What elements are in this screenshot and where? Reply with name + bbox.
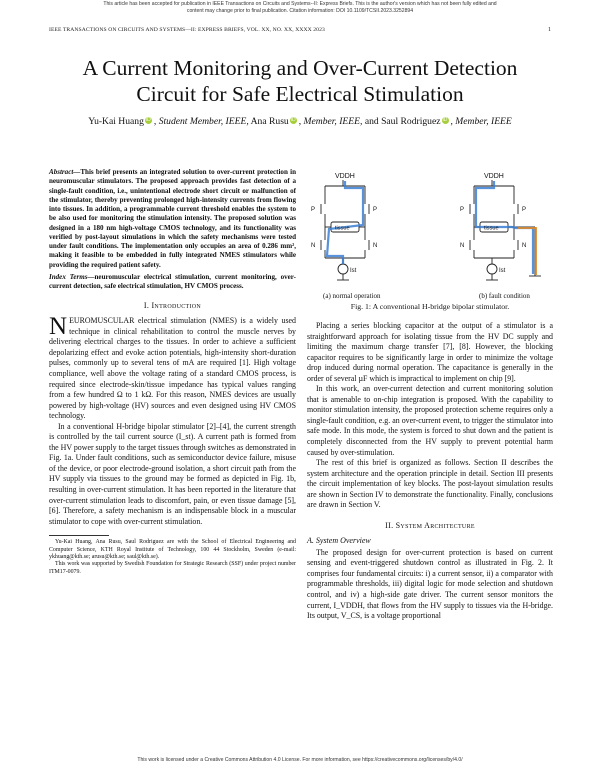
banner-line-2: content may change prior to final publication. Citation information: DOI 10.1109/TCSII.2023.3252894 (186, 8, 414, 14)
left-column (49, 168, 296, 576)
footnote-funding: This work was supported by Swedish Foundation for Strategic Research (SSF) under project number ITM17-0079. (49, 561, 296, 575)
section-1-heading: I. Introduction (143, 301, 202, 311)
right-paragraph-3: The rest of this brief is organized as follows. Section II describes the system architecture and the operation principle in detail. Section III presents the circuit implementation of key blocks. The post-layout simulation results are shown in Section IV to demonstrate the functionality. Finally, conclusions are drawn in Section V. (307, 458, 553, 510)
figure-1-diagram (307, 168, 553, 292)
author-2: Ana Rusu (250, 116, 289, 127)
figure-1 (307, 168, 553, 302)
dropcap: N (49, 313, 68, 341)
intro-paragraph-1-text: EUROMUSCULAR electrical stimulation (NMES) is a widely used technique in clinical rehabilitation to control the muscle nerves by delivering electrical charges to the tissues. In order to achieve a sufficient depolarizing effect and evoke action potentials, high-intensity short-duration pulses, commonly up to several tens of mA are required [1]. High voltage compliance, well above the voltage rating of a standard CMOS process, is required since electrode-skin/tissue impedance has typical values ranging from a few hundred Ω to 1 kΩ. For this reason, NMES devices are usually powered by high-voltage (HV) sources and even designed using HV CMOS technology. (49, 316, 296, 421)
index-terms-text: neuromuscular electrical stimulation, current monitoring, over-current detection, safe electrical stimulation, HV CMOS process. (49, 272, 296, 290)
orcid-icon[interactable]: iD (290, 117, 296, 123)
footnote-divider (49, 535, 109, 536)
author-1: Yu-Kai Huang (88, 116, 144, 127)
publication-banner (40, 1, 560, 15)
ist-label-b: Ist (499, 268, 506, 274)
running-title: IEEE TRANSACTIONS ON CIRCUITS AND SYSTEMS—II: EXPRESS BRIEFS, VOL. XX, NO. XX, XXXX 2023 (49, 27, 325, 33)
p-right-label-a: P (373, 207, 378, 213)
p-left-label-a: P (311, 207, 316, 213)
p-left-label-b: P (460, 207, 465, 213)
intro-paragraph-1 (49, 313, 296, 421)
index-terms (49, 273, 296, 292)
vddh-label-a: VDDH (335, 173, 355, 180)
right-column (307, 168, 553, 622)
abstract-text: This brief presents an integrated solution to over-current protection in neuromuscular stimulators. The proposed approach provides fast detection of a single-fault condition, i.e., unintentional electrode short circuit or malfunction of the stimulator, thereby preventing prolonged high-intensity currents from flowing into tissues. In addition, a programmable current threshold enables the system to be also used for monitoring the stimulation intensity. The proposed solution was designed in a 180 nm high-voltage CMOS technology, and its functionality was verified by post-layout simulations in which the safety mechanisms were tested under fault conditions. The implementation only occupies an area of 0.286 mm², making it feasible to be embedded in fully integrated NMES stimulators while providing the required patient safety. (49, 168, 296, 269)
tissue-label-a: tissue (335, 225, 350, 232)
author-3-role: Member, IEEE (455, 116, 512, 127)
paper-title (30, 55, 570, 107)
title-line-2: Circuit for Safe Electrical Stimulation (136, 82, 464, 106)
subfigure-b-label: (b) fault condition (479, 292, 530, 300)
subfigure-a-label: (a) normal operation (323, 292, 381, 300)
subsection-a-heading: A. System Overview (307, 535, 371, 545)
author-2-role: Member, IEEE, (303, 116, 363, 127)
author-3: Saul Rodriguez (381, 116, 441, 127)
abstract-label: Abstract— (49, 168, 81, 176)
n-right-label-b: N (522, 243, 527, 249)
vddh-label-b: VDDH (484, 173, 504, 180)
section-2-heading: II. System Architecture (385, 520, 475, 530)
orcid-icon[interactable]: iD (146, 117, 151, 123)
index-terms-label: Index Terms— (49, 272, 95, 281)
title-line-1: A Current Monitoring and Over-Current Detection (82, 56, 518, 80)
author-1-role: Student Member, IEEE, (158, 116, 249, 127)
license-footer: This work is licensed under a Creative Commons Attribution 4.0 License. For more information, see https://creativecommons.org/licenses/by/4.0/ (137, 757, 463, 763)
intro-paragraph-2: In a conventional H-bridge bipolar stimulator [2]–[4], the current strength is controlled by the tail current source (I_st). A current path is formed from the HV power supply to the target tissues through switches as demonstrated in Fig. 1a. Under fault conditions, such as semiconductor device failure, misuse of the device, or poor electrode-ground isolation, a short circuit path from the HV supply via tissues to the ground may be formed as depicted in Fig. 1b, resulting in over-current stimulation. It has been reported in the literature that over-current stimulation leads to discomfort, pain, or even tissue damage [5], [6]. Therefore, a safety mechanism is an indispensable block in a muscular stimulator to cope with over-current stimulation. (49, 421, 296, 526)
banner-line-1: This article has been accepted for publication in IEEE Transactions on Circuits and Systems--II: Express Briefs. This is the author's version which has not been fully edited and (103, 1, 497, 7)
right-paragraph-4: The proposed design for over-current protection is based on current sensing and event-triggered shutdown control as illustrated in Fig. 2. It comprises four fundamental circuits: i) a current sensor, ii) a comparator with programmable thresholds, iii) digital logic for mode selection and shutdown control, and iv) a high-side gate driver. The current sensor monitors the current, I_VDDH, that flows from the HV supply to tissues via the H-bridge. Its output, V_CS, is a voltage proportional (307, 547, 553, 621)
n-left-label-a: N (311, 243, 316, 249)
p-right-label-b: P (522, 207, 527, 213)
figure-1-caption: Fig. 1: A conventional H-bridge bipolar stimulator. (350, 302, 510, 311)
n-right-label-a: N (373, 243, 378, 249)
abstract (49, 168, 296, 270)
h-bridge-fault (470, 180, 541, 280)
tissue-label-b: tissue (484, 225, 499, 232)
ist-label-a: Ist (350, 268, 357, 274)
n-left-label-b: N (460, 243, 465, 249)
right-paragraph-2: In this work, an over-current detection and current monitoring solution that is amenable to on-chip integration is proposed. With the capability to monitor stimulation intensity, the proposed protection scheme requires only a single-fault condition, e.g. an over-current event, to trigger the stimulator into safe mode. In this mode, the system is forced to shut down and the patient is completely disconnected from the HV supply to prevent potential harm caused by over-stimulation. (307, 384, 553, 457)
orcid-icon[interactable]: iD (442, 117, 448, 123)
author-list: Yu-Kai Huang iD , Student Member, IEEE, Ana Rusu iD , Member, IEEE, and Saul Rodriguez iD , Member, IEEE (88, 116, 512, 127)
author-conjunction: and (364, 116, 379, 127)
page-number: 1 (548, 27, 551, 33)
right-paragraph-1: Placing a series blocking capacitor at the output of a stimulator is a straightforward approach for isolating tissue from the HV DC supply and limiting the maximum charge transfer [7], [8]. However, the blocking capacitor requires to be significantly large in order to minimize the voltage drop induced during normal operation. The capacitance is generally in the order of several µF which is impractical to implement on chip [9]. (307, 321, 553, 383)
footnote-affiliation: Yu-Kai Huang, Ana Rusu, Saul Rodriguez are with the School of Electrical Engineering and Computer Science, KTH Royal Institute of Technology, 100 44 Stockholm, Sweden (e-mail: ykhuang@kth.se; arusu@kth.se; saul@kth.se). (49, 539, 296, 560)
